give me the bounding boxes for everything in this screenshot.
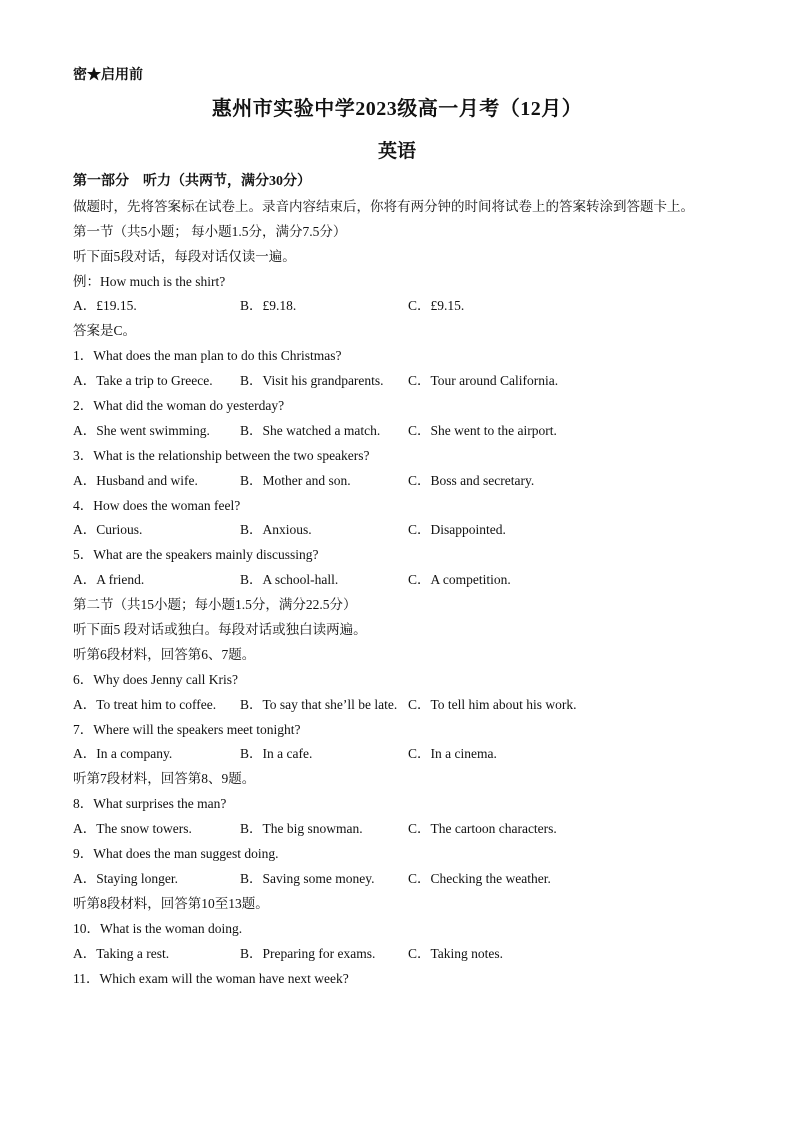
option-a: A．Curious. [73, 522, 143, 538]
question-6-options [73, 693, 753, 718]
question-1: 1．What does the man plan to do this Christmas? [73, 348, 342, 364]
option-c: C．To tell him about his work. [408, 696, 577, 712]
option-c: C．In a cinema. [408, 746, 497, 762]
option-b: B．A school-hall. [240, 572, 339, 588]
material-8-note: 听第8段材料，回答第10至13题。 [73, 895, 269, 911]
subject-title: 英语 [377, 141, 416, 162]
option-a: A．A friend. [73, 572, 145, 588]
option-b: B．Visit his grandparents. [240, 373, 384, 389]
section1-instruction: 听下面5段对话，每段对话仅读一遍。 [73, 248, 296, 264]
exam-body [73, 170, 753, 991]
option-a: A．In a company. [73, 746, 173, 762]
option-c: C．A competition. [408, 572, 511, 588]
question-5-options [73, 568, 753, 593]
exam-title: 惠州市实验中学2023级高一月考（12月） [211, 98, 583, 120]
section2-instruction: 听下面5 段对话或独白。每段对话或独白读两遍。 [73, 622, 367, 638]
option-c: C．The cartoon characters. [408, 821, 557, 837]
example-options [73, 294, 753, 319]
section1-heading: 第一节（共5小题； 每小题1.5分，满分7.5分） [73, 223, 347, 239]
option-a: A．To treat him to coffee. [73, 696, 217, 712]
question-7-options [73, 742, 753, 767]
question-8: 8．What surprises the man? [73, 796, 227, 812]
material-6-note: 听第6段材料，回答第6、7题。 [73, 646, 256, 662]
option-b: B．Anxious. [240, 522, 312, 538]
question-1-options [73, 369, 753, 394]
question-3: 3．What is the relationship between the two speakers? [73, 447, 370, 463]
option-c: C．Disappointed. [408, 522, 506, 538]
option-c: C．Tour around California. [408, 373, 559, 389]
option-b: B．Mother and son. [240, 472, 351, 488]
question-10-options [73, 942, 753, 967]
question-11: 11．Which exam will the woman have next week? [73, 970, 349, 986]
option-c: C．Boss and secretary. [408, 472, 535, 488]
option-b: B．The big snowman. [240, 821, 363, 837]
question-4: 4．How does the woman feel? [73, 497, 241, 513]
option-b: B．£9.18. [240, 298, 297, 314]
option-b: B．She watched a match. [240, 422, 381, 438]
option-a: A．Staying longer. [73, 870, 178, 886]
example-answer: 答案是C。 [73, 323, 137, 339]
option-a: A．She went swimming. [73, 422, 210, 438]
part1-heading: 第一部分 听力（共两节，满分30分） [73, 174, 311, 189]
option-c: C．Taking notes. [408, 945, 504, 961]
option-b: B．Saving some money. [240, 870, 375, 886]
question-9: 9．What does the man suggest doing. [73, 846, 279, 862]
question-7: 7．Where will the speakers meet tonight? [73, 721, 301, 737]
example-question: 例：How much is the shirt? [73, 273, 226, 289]
option-a: A．Taking a rest. [73, 945, 170, 961]
confidential-mark: 密★启用前 [73, 68, 143, 83]
question-4-options [73, 518, 753, 543]
option-c: C．£9.15. [408, 298, 465, 314]
question-8-options [73, 817, 753, 842]
part1-instruction: 做题时，先将答案标在试卷上。录音内容结束后，你将有两分钟的时间将试卷上的答案转涂到答题卡上。 [73, 198, 694, 214]
option-b: B．Preparing for exams. [240, 945, 376, 961]
option-a: A．Take a trip to Greece. [73, 373, 213, 389]
question-2-options [73, 419, 753, 444]
option-c: C．Checking the weather. [408, 870, 551, 886]
question-6: 6．Why does Jenny call Kris? [73, 671, 238, 687]
section2-heading: 第二节（共15小题；每小题1.5分，满分22.5分） [73, 597, 357, 613]
option-b: B．In a cafe. [240, 746, 313, 762]
option-b: B．To say that she’ll be late. [240, 696, 398, 712]
question-2: 2．What did the woman do yesterday? [73, 398, 285, 414]
option-a: A．Husband and wife. [73, 472, 198, 488]
option-a: A．The snow towers. [73, 821, 192, 837]
material-7-note: 听第7段材料，回答第8、9题。 [73, 771, 256, 787]
question-10: 10．What is the woman doing. [73, 920, 243, 936]
question-5: 5．What are the speakers mainly discussing? [73, 547, 319, 563]
option-a: A．£19.15. [73, 298, 137, 314]
question-3-options [73, 469, 753, 494]
option-c: C．She went to the airport. [408, 422, 557, 438]
question-9-options [73, 867, 753, 892]
